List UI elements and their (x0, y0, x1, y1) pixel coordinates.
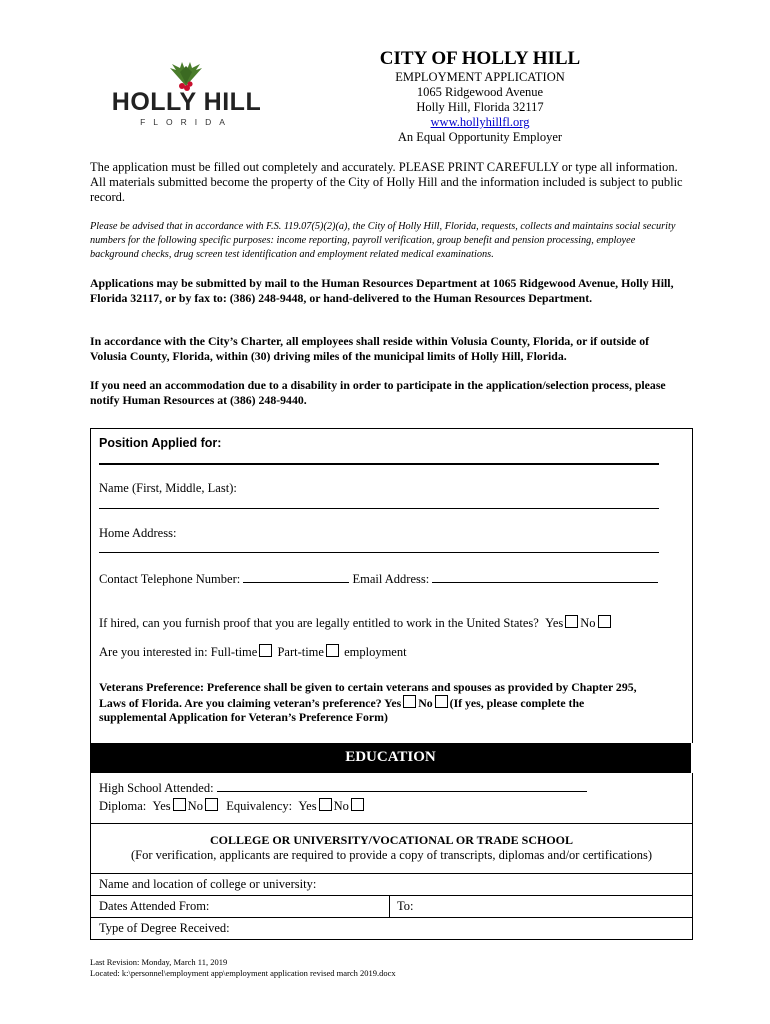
name-label: Name (First, Middle, Last): (99, 481, 237, 495)
dates-attended-row (91, 896, 692, 918)
interest-label: Are you interested in: (99, 645, 208, 659)
proof-yes-checkbox[interactable] (565, 615, 578, 628)
address-field[interactable] (99, 552, 659, 553)
equivalency-yes-checkbox[interactable] (319, 798, 332, 811)
degree-label: Type of Degree Received: (99, 921, 230, 935)
column-divider (389, 896, 390, 917)
college-name-label: Name and location of college or university: (99, 877, 317, 891)
address-line-1: 1065 Ridgewood Avenue (416, 85, 544, 99)
accommodation-paragraph: If you need an accommodation due to a disability in order to participate in the application/selection process, please notify Human Resources at (386) 248-9440. (90, 378, 666, 407)
file-location: Located: k:\personnel\employment app\employment application revised march 2019.docx (90, 968, 396, 978)
diploma-no-checkbox[interactable] (205, 798, 218, 811)
diploma-no-label: No (187, 799, 203, 813)
phone-label: Contact Telephone Number: (99, 572, 241, 586)
employment-label: employment (344, 645, 407, 659)
dates-from-label[interactable]: Dates Attended From: (99, 899, 210, 913)
position-label: Position Applied for: (99, 436, 222, 450)
degree-row[interactable] (91, 918, 692, 939)
college-section-header (90, 823, 693, 873)
high-school-section (90, 773, 693, 824)
college-title: COLLEGE OR UNIVERSITY/VOCATIONAL OR TRADE SCHOOL (209, 833, 574, 847)
document-header (370, 48, 590, 145)
city-logo (104, 62, 269, 130)
equivalency-yes-label: Yes (298, 799, 317, 813)
equivalency-no-checkbox[interactable] (351, 798, 364, 811)
veterans-yes-label: Yes (384, 696, 402, 710)
veterans-no-checkbox[interactable] (435, 695, 448, 708)
name-field[interactable] (99, 508, 659, 509)
veterans-line-2: Laws of Florida. Are you claiming veteran’s preference? (99, 696, 382, 710)
education-heading: EDUCATION (90, 743, 691, 773)
email-label: Email Address: (352, 572, 430, 586)
position-field[interactable] (99, 463, 659, 465)
submission-paragraph: Applications may be submitted by mail to the Human Resources Department at 1065 Ridgewood Avenue, Holly Hill, Florida 32117, or by fax to: (386) 248-9448, or hand-delivered to the Human Resources Department. (90, 276, 674, 305)
high-school-field[interactable] (217, 779, 587, 792)
document-footer (90, 957, 396, 979)
logo-wordmark: HOLLY HILL (111, 88, 262, 116)
work-proof-question: If hired, can you furnish proof that you are legally entitled to work in the United States? (99, 616, 539, 630)
diploma-label: Diploma: (99, 799, 147, 813)
applicant-info-section (90, 428, 693, 743)
college-subtitle: (For verification, applicants are required to provide a copy of transcripts, diplomas and/or certifications) (130, 848, 652, 862)
page-title: CITY OF HOLLY HILL (379, 48, 581, 69)
address-label: Home Address: (99, 526, 177, 540)
equivalency-label: Equivalency: (226, 799, 293, 813)
dates-to-label[interactable]: To: (397, 899, 414, 913)
website-link[interactable]: www.hollyhillfl.org (430, 115, 530, 129)
fulltime-checkbox[interactable] (259, 644, 272, 657)
diploma-yes-checkbox[interactable] (173, 798, 186, 811)
college-name-row[interactable] (91, 874, 692, 896)
proof-no-label: No (580, 616, 596, 630)
parttime-label: Part-time (277, 645, 324, 659)
eeo-statement: An Equal Opportunity Employer (397, 130, 563, 144)
parttime-checkbox[interactable] (326, 644, 339, 657)
college-table (90, 873, 693, 940)
diploma-yes-label: Yes (152, 799, 171, 813)
form-subtitle: EMPLOYMENT APPLICATION (395, 70, 565, 84)
phone-field[interactable] (243, 570, 349, 583)
revision-date: Last Revision: Monday, March 11, 2019 (90, 957, 228, 967)
email-field[interactable] (432, 570, 658, 583)
high-school-label: High School Attended: (99, 781, 214, 795)
proof-no-checkbox[interactable] (598, 615, 611, 628)
ssn-notice-paragraph: Please be advised that in accordance with F.S. 119.07(5)(2)(a), the City of Holly Hill, Florida, requests, collects and maintains social security numbers for the following specific purposes: income reporting, payroll verification, group benefit and pension processing, employee background checks, drug screen test identification and employment related medical examinations. (90, 221, 676, 260)
logo-subtitle: FLORIDA (140, 117, 233, 127)
veterans-yes-checkbox[interactable] (403, 695, 416, 708)
veterans-line-2b: (If yes, please complete the (449, 696, 585, 710)
veterans-no-label: No (418, 696, 433, 710)
veterans-line-1: Veterans Preference: Preference shall be given to certain veterans and spouses as provided by Chapter 295, (99, 680, 637, 694)
equivalency-no-label: No (333, 799, 349, 813)
residency-paragraph: In accordance with the City’s Charter, all employees shall reside within Volusia County, Florida, or if outside of Volusia County, Florida, within (30) driving miles of the municipal limits of Holly Hill, Florida. (90, 334, 650, 363)
veterans-line-3: supplemental Application for Veteran’s Preference Form) (99, 710, 388, 724)
proof-yes-label: Yes (545, 616, 564, 630)
address-line-2: Holly Hill, Florida 32117 (416, 100, 544, 114)
instructions-paragraph: The application must be filled out completely and accurately. PLEASE PRINT CAREFULLY or type all information. All materials submitted become the property of the City of Holly Hill and the information included is subject to public record. (90, 160, 683, 204)
fulltime-label: Full-time (210, 645, 258, 659)
